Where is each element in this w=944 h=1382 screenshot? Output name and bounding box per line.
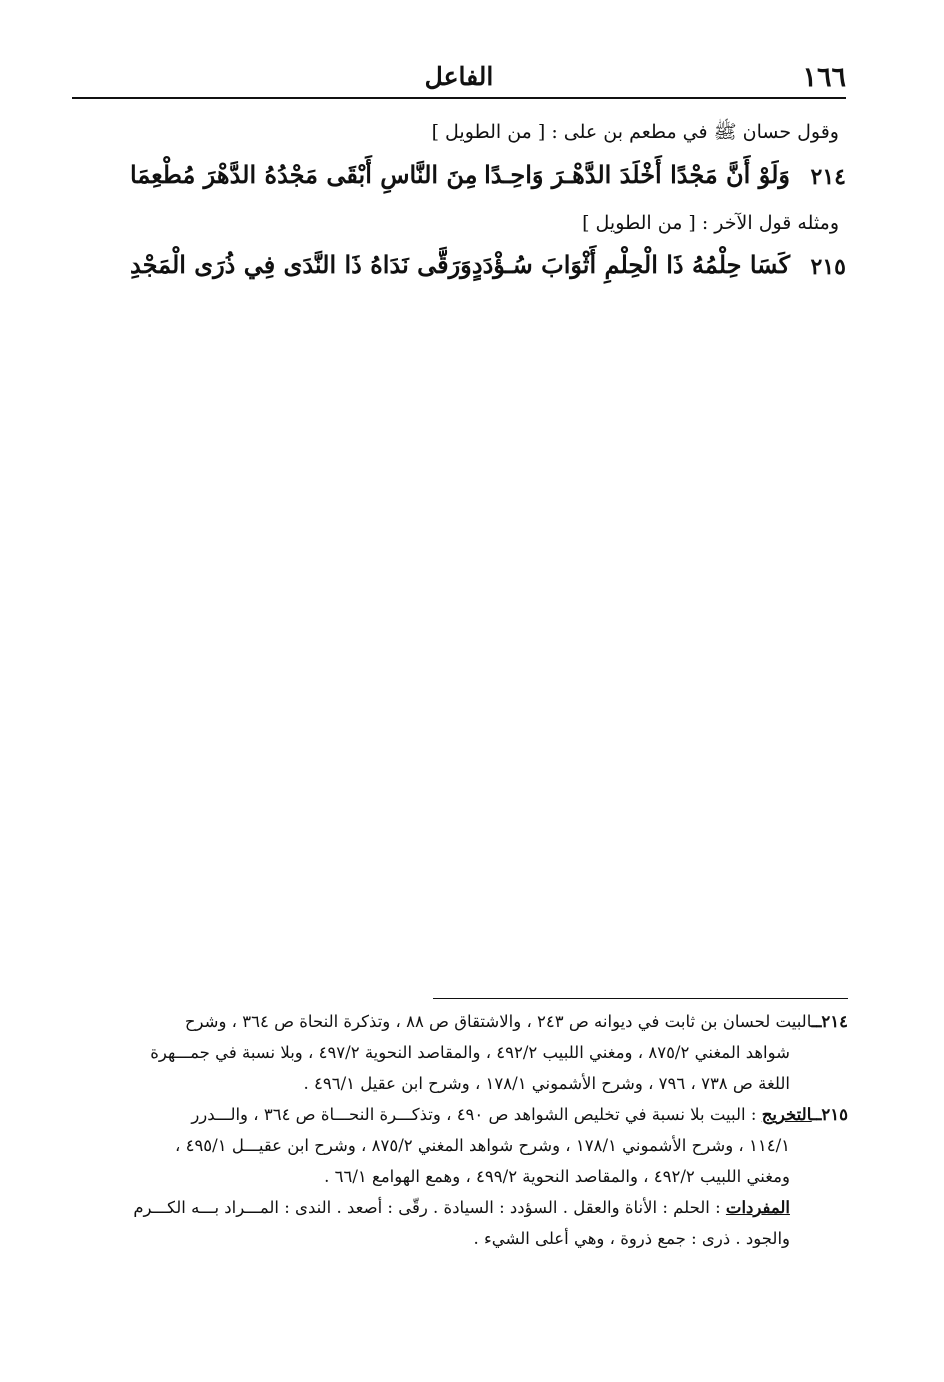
verse-215 xyxy=(120,250,846,290)
verse-214 xyxy=(120,160,846,200)
footnote-number: ٢١٤ــ xyxy=(811,1012,848,1031)
verse-first-hemistich: كَسَا حِلْمُهُ ذَا الْحِلْمِ أَثْوَابَ سُـؤْدَدٍ xyxy=(471,250,790,279)
footnote-line: شواهد المغني ٨٧٥/٢ ، ومغني اللبيب ٤٩٢/٢ ، والمقاصد النحوية ٤٩٧/٢ ، وبلا نسبة في جمـــهرة xyxy=(150,1043,790,1062)
footnote-214 xyxy=(78,1006,848,1099)
footnote-line xyxy=(78,1099,848,1130)
running-title: الفاعل xyxy=(424,62,494,91)
footnote-number: ٢١٥ــ xyxy=(811,1105,848,1124)
footnote-line xyxy=(78,1192,848,1223)
footnotes xyxy=(78,1006,848,1254)
footnote-line: ١١٤/١ ، وشرح الأشموني ١٧٨/١ ، وشرح شواهد المغني ٨٧٥/٢ ، وشرح ابن عقيـــل ٤٩٥/١ ، xyxy=(175,1136,790,1155)
footnote-215 xyxy=(78,1099,848,1254)
footnote-text: : البيت بلا نسبة في تخليص الشواهد ص ٤٩٠ ، وتذكـــرة النحـــاة ص ٣٦٤ ، والـــدرر xyxy=(191,1105,757,1124)
footnote-line: والجود . ذرى : جمع ذروة ، وهي أعلى الشيء . xyxy=(473,1229,790,1248)
page-header xyxy=(72,62,846,98)
page-number: ١٦٦ xyxy=(802,62,846,93)
verse-214-intro: وقول حسان ﷺ في مطعم بن على : [ من الطويل ] xyxy=(431,121,839,143)
header-rule xyxy=(72,97,846,99)
footnote-text: البيت لحسان بن ثابت في ديوانه ص ٢٤٣ ، والاشتقاق ص ٨٨ ، وتذكرة النحاة ص ٣٦٤ ، وشرح xyxy=(184,1012,812,1031)
footnote-line xyxy=(78,1006,848,1037)
verse-first-hemistich: وَلَوْ أَنَّ مَجْدًا أَخْلَدَ الدَّهْـرَ وَاحِـدًا xyxy=(484,160,790,189)
vocab-label: المفردات xyxy=(725,1198,790,1217)
footnote-separator xyxy=(433,998,848,999)
verse-second-hemistich: مِنَ النَّاسِ أَبْقَى مَجْدُهُ الدَّهْرَ مُطْعِمَا xyxy=(130,160,478,189)
footnote-line: اللغة ص ٧٣٨ ، ٧٩٦ ، وشرح الأشموني ١٧٨/١ ، وشرح ابن عقيل ٤٩٦/١ . xyxy=(303,1074,790,1093)
verse-second-hemistich: وَرَقَّى نَدَاهُ ذَا النَّدَى فِي ذُرَى الْمَجْدِ xyxy=(130,250,472,279)
verse-number: ٢١٥ xyxy=(810,254,846,280)
verse-number: ٢١٤ xyxy=(810,164,846,190)
takhrij-label: التخريج xyxy=(761,1105,812,1124)
verse-215-intro: ومثله قول الآخر : [ من الطويل ] xyxy=(582,212,839,234)
footnote-line: ومغني اللبيب ٤٩٢/٢ ، والمقاصد النحوية ٤٩٩/٢ ، وهمع الهوامع ٦٦/١ . xyxy=(324,1167,790,1186)
footnote-text: : الحلم : الأناة والعقل . السؤدد : السيادة . رقّى : أصعد . الندى : المـــراد بـــه الكـــرم xyxy=(133,1198,721,1217)
